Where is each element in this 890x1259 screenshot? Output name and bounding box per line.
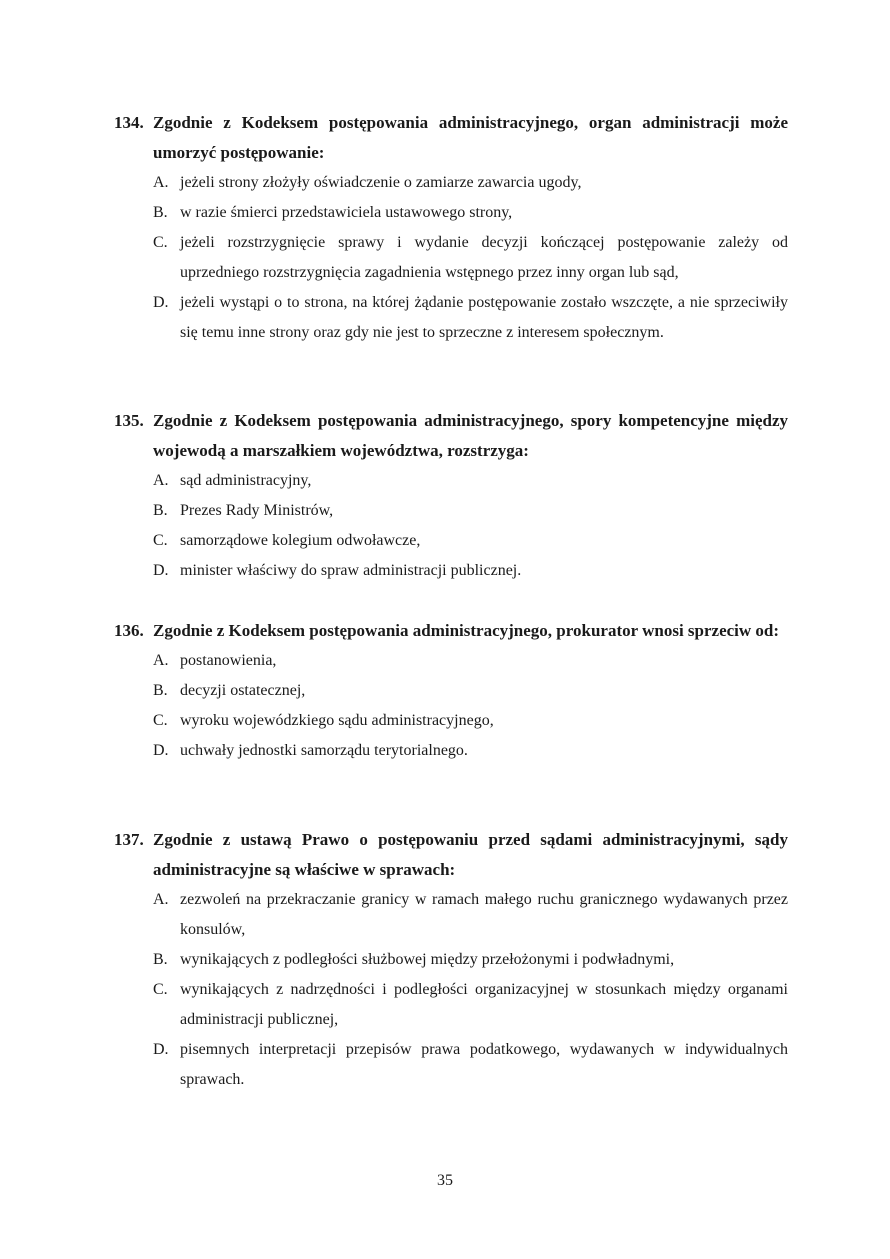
option-text: pisemnych interpretacji przepisów prawa podatkowego, wydawanych w indywidualnych sprawach. — [180, 1041, 788, 1088]
option-text: wyroku wojewódzkiego sądu administracyjnego, — [180, 712, 494, 729]
option-letter: D. — [153, 294, 169, 311]
answer-option-d — [153, 556, 788, 586]
option-letter: D. — [153, 742, 169, 759]
answer-option-d — [153, 1035, 788, 1095]
question-134 — [114, 108, 788, 348]
answer-option-b — [153, 676, 788, 706]
option-text: jeżeli strony złożyły oświadczenie o zamiarze zawarcia ugody, — [180, 174, 582, 191]
answer-option-a — [153, 466, 788, 496]
question-number: 135. — [114, 411, 144, 430]
question-heading — [114, 108, 788, 168]
question-text: Zgodnie z ustawą Prawo o postępowaniu przed sądami administracyjnymi, sądy administracyjne są właściwe w sprawach: — [153, 830, 788, 879]
answer-option-a — [153, 885, 788, 945]
option-text: decyzji ostatecznej, — [180, 682, 306, 699]
question-heading — [114, 616, 788, 646]
question-heading — [114, 825, 788, 885]
option-letter: B. — [153, 951, 168, 968]
answer-option-c — [153, 975, 788, 1035]
option-text: Prezes Rady Ministrów, — [180, 502, 334, 519]
answer-option-b — [153, 945, 788, 975]
option-letter: A. — [153, 652, 169, 669]
answer-option-c — [153, 526, 788, 556]
option-letter: A. — [153, 472, 169, 489]
answer-option-c — [153, 706, 788, 736]
option-letter: C. — [153, 234, 168, 251]
option-text: samorządowe kolegium odwoławcze, — [180, 532, 421, 549]
option-text: jeżeli wystąpi o to strona, na której żądanie postępowanie zostało wszczęte, a nie sprzeciwiły się temu inne strony oraz gdy nie jest to sprzeczne z interesem społecznym. — [180, 294, 788, 341]
question-text: Zgodnie z Kodeksem postępowania administracyjnego, organ administracji może umorzyć postępowanie: — [153, 113, 788, 162]
option-letter: B. — [153, 204, 168, 221]
question-heading — [114, 406, 788, 466]
option-text: sąd administracyjny, — [180, 472, 312, 489]
option-letter: B. — [153, 682, 168, 699]
option-text: uchwały jednostki samorządu terytorialnego. — [180, 742, 468, 759]
option-text: wynikających z nadrzędności i podległości organizacyjnej w stosunkach między organami administracji publicznej, — [180, 981, 788, 1028]
question-text: Zgodnie z Kodeksem postępowania administracyjnego, spory kompetencyjne między wojewodą a marszałkiem województwa, rozstrzyga: — [153, 411, 788, 460]
option-letter: D. — [153, 1041, 169, 1058]
option-text: zezwoleń na przekraczanie granicy w ramach małego ruchu granicznego wydawanych przez konsulów, — [180, 891, 788, 938]
option-letter: C. — [153, 981, 168, 998]
question-136 — [114, 616, 788, 766]
answer-option-c — [153, 228, 788, 288]
option-letter: B. — [153, 502, 168, 519]
option-text: w razie śmierci przedstawiciela ustawowego strony, — [180, 204, 513, 221]
answer-option-b — [153, 496, 788, 526]
question-137 — [114, 825, 788, 1095]
question-number: 136. — [114, 621, 144, 640]
option-text: wynikających z podległości służbowej między przełożonymi i podwładnymi, — [180, 951, 675, 968]
question-text: Zgodnie z Kodeksem postępowania administracyjnego, prokurator wnosi sprzeciw od: — [153, 621, 780, 640]
option-letter: C. — [153, 712, 168, 729]
answer-option-b — [153, 198, 788, 228]
question-135 — [114, 406, 788, 586]
option-text: jeżeli rozstrzygnięcie sprawy i wydanie decyzji kończącej postępowanie zależy od uprzedniego rozstrzygnięcia zagadnienia wstępnego przez inny organ lub sąd, — [180, 234, 788, 281]
option-letter: C. — [153, 532, 168, 549]
option-text: minister właściwy do spraw administracji publicznej. — [180, 562, 522, 579]
question-number: 134. — [114, 113, 144, 132]
question-number: 137. — [114, 830, 144, 849]
option-text: postanowienia, — [180, 652, 277, 669]
answer-option-a — [153, 646, 788, 676]
page-number: 35 — [437, 1172, 453, 1189]
option-letter: A. — [153, 891, 169, 908]
option-letter: D. — [153, 562, 169, 579]
answer-option-d — [153, 288, 788, 348]
answer-option-d — [153, 736, 788, 766]
answer-option-a — [153, 168, 788, 198]
option-letter: A. — [153, 174, 169, 191]
